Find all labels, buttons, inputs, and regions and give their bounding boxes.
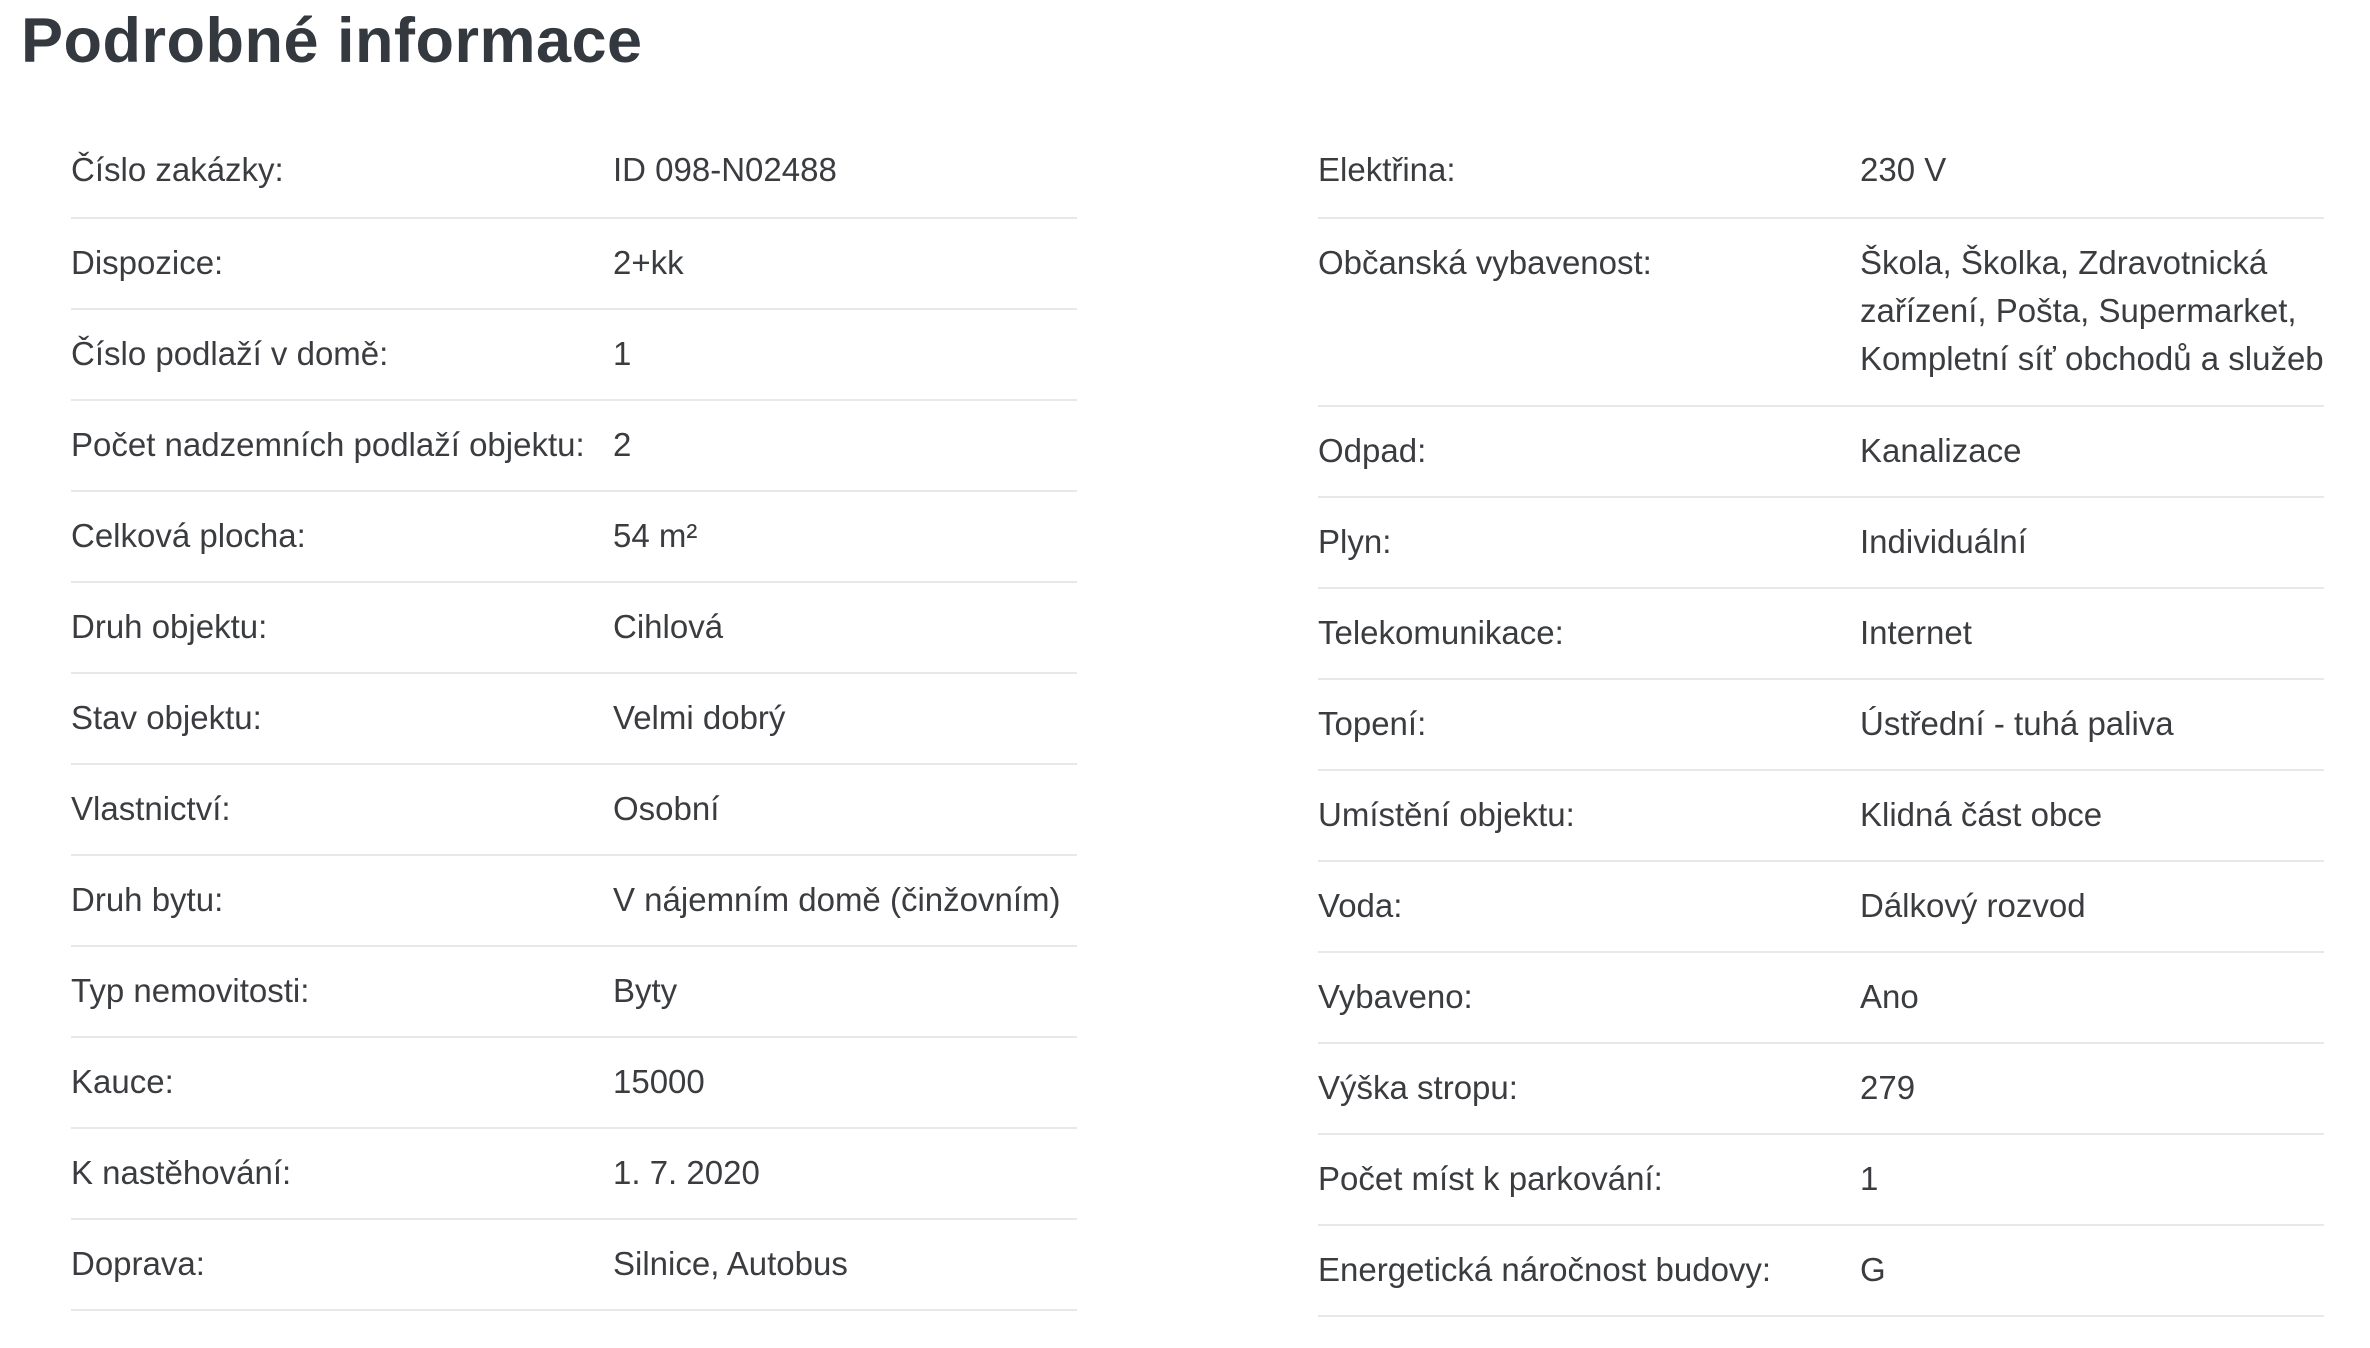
detail-label: Telekomunikace: bbox=[1318, 614, 1564, 651]
detail-row bbox=[71, 78, 1077, 219]
detail-row bbox=[71, 1220, 1077, 1311]
detail-row bbox=[1318, 771, 2324, 862]
detail-label: Elektřina: bbox=[1318, 151, 1456, 188]
detail-value: 230 V bbox=[1860, 151, 1947, 188]
detail-value: Osobní bbox=[613, 790, 720, 827]
detail-label: Dispozice: bbox=[71, 244, 224, 281]
detail-label: Voda: bbox=[1318, 887, 1403, 924]
detail-label: Počet nadzemních podlaží objektu: bbox=[71, 426, 585, 463]
page-title: Podrobné informace bbox=[21, 6, 643, 76]
detail-value: Velmi dobrý bbox=[613, 699, 786, 736]
detail-row bbox=[71, 583, 1077, 674]
detail-row bbox=[1318, 498, 2324, 589]
detail-label: Doprava: bbox=[71, 1245, 205, 1282]
detail-value: Ano bbox=[1860, 978, 1919, 1015]
detail-value: G bbox=[1860, 1251, 1886, 1288]
detail-value: Kanalizace bbox=[1860, 432, 2022, 469]
detail-value: Internet bbox=[1860, 614, 1972, 651]
detail-value: 2+kk bbox=[613, 244, 684, 281]
detail-row bbox=[1318, 1044, 2324, 1135]
detail-value: 15000 bbox=[613, 1063, 705, 1100]
detail-row bbox=[71, 1129, 1077, 1220]
detail-row bbox=[71, 219, 1077, 310]
detail-row bbox=[1318, 862, 2324, 953]
detail-label: Občanská vybavenost: bbox=[1318, 244, 1652, 281]
detail-value: ID 098-N02488 bbox=[613, 151, 837, 188]
detail-label: Druh objektu: bbox=[71, 608, 268, 645]
detail-label: Kauce: bbox=[71, 1063, 174, 1100]
detail-row bbox=[71, 492, 1077, 583]
detail-label: Číslo zakázky: bbox=[71, 151, 284, 188]
detail-value: Škola, Školka, Zdravotnická zařízení, Pošta, Supermarket, Kompletní síť obchodů a služeb bbox=[1860, 244, 2324, 377]
detail-value: 1 bbox=[613, 335, 632, 372]
detail-label: Celková plocha: bbox=[71, 517, 306, 554]
detail-value: Cihlová bbox=[613, 608, 724, 645]
detail-label: Energetická náročnost budovy: bbox=[1318, 1251, 1772, 1288]
detail-label: Topení: bbox=[1318, 705, 1427, 742]
detail-value: Klidná část obce bbox=[1860, 796, 2103, 833]
detail-row bbox=[1318, 78, 2324, 219]
detail-label: Stav objektu: bbox=[71, 699, 262, 736]
detail-value: Individuální bbox=[1860, 523, 2027, 560]
detail-row bbox=[1318, 680, 2324, 771]
detail-label: Počet míst k parkování: bbox=[1318, 1160, 1663, 1197]
detail-row bbox=[1318, 1135, 2324, 1226]
detail-value: Dálkový rozvod bbox=[1860, 887, 2086, 924]
detail-row bbox=[1318, 219, 2324, 407]
detail-label: Druh bytu: bbox=[71, 881, 224, 918]
detail-row bbox=[71, 674, 1077, 765]
detail-row bbox=[1318, 953, 2324, 1044]
detail-label: K nastěhování: bbox=[71, 1154, 292, 1191]
detail-value: Silnice, Autobus bbox=[613, 1245, 848, 1282]
detail-label: Odpad: bbox=[1318, 432, 1427, 469]
detail-row bbox=[1318, 1226, 2324, 1317]
detail-row bbox=[1318, 589, 2324, 680]
detail-row bbox=[71, 947, 1077, 1038]
detail-value: Byty bbox=[613, 972, 678, 1009]
detail-row bbox=[71, 856, 1077, 947]
detail-row bbox=[71, 310, 1077, 401]
detail-label: Plyn: bbox=[1318, 523, 1392, 560]
detail-value: 54 m² bbox=[613, 517, 698, 554]
detail-label: Výška stropu: bbox=[1318, 1069, 1518, 1106]
detail-row bbox=[1318, 407, 2324, 498]
detail-label: Vlastnictví: bbox=[71, 790, 231, 827]
detail-value: 1. 7. 2020 bbox=[613, 1154, 760, 1191]
details-column-left bbox=[71, 78, 1077, 1311]
detail-label: Typ nemovitosti: bbox=[71, 972, 310, 1009]
details-column-right bbox=[1318, 78, 2324, 1317]
detail-label: Umístění objektu: bbox=[1318, 796, 1575, 833]
detail-label: Vybaveno: bbox=[1318, 978, 1473, 1015]
detail-label: Číslo podlaží v domě: bbox=[71, 335, 389, 372]
detail-value: Ústřední - tuhá paliva bbox=[1860, 705, 2174, 742]
detail-value: V nájemním domě (činžovním) bbox=[613, 881, 1061, 918]
detail-value: 1 bbox=[1860, 1160, 1879, 1197]
detail-value: 279 bbox=[1860, 1069, 1916, 1106]
detail-row bbox=[71, 765, 1077, 856]
detail-value: 2 bbox=[613, 426, 632, 463]
detail-row bbox=[71, 1038, 1077, 1129]
detail-row bbox=[71, 401, 1077, 492]
